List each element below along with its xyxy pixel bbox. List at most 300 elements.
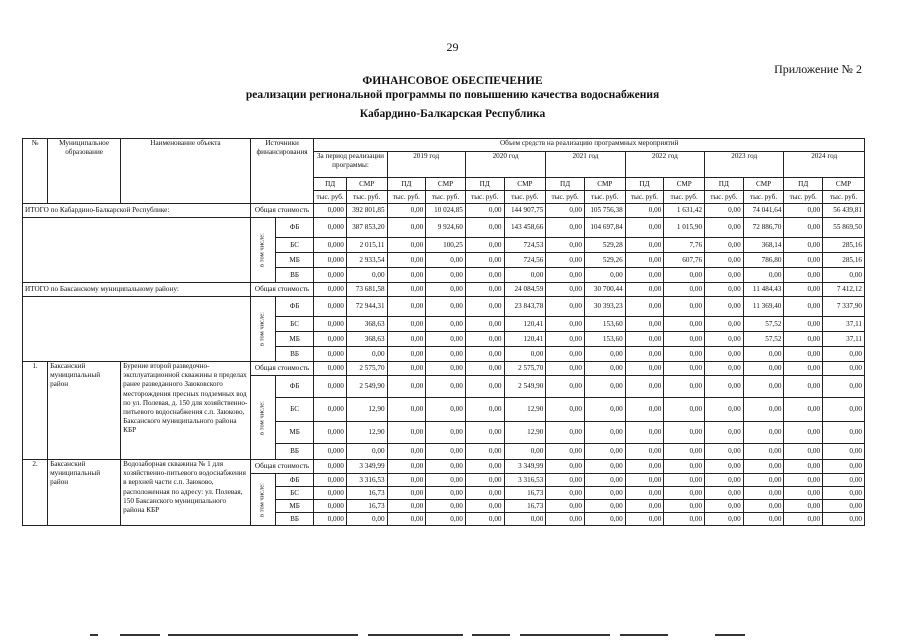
- value-cell: 0,00: [823, 487, 865, 500]
- value-cell: 30 700,44: [584, 283, 625, 297]
- value-cell: 0,00: [465, 297, 504, 317]
- value-cell: 0,00: [426, 297, 466, 317]
- header-unit: тыс. руб.: [664, 191, 705, 204]
- value-cell: 0,00: [465, 474, 504, 487]
- value-cell: 0,00: [584, 460, 625, 474]
- table-header: [23, 139, 865, 204]
- header-unit: тыс. руб.: [346, 191, 387, 204]
- header-volume: Объем средств на реализацию программных мероприятий: [314, 139, 865, 152]
- value-cell: 0,00: [625, 362, 664, 376]
- value-cell: 0,00: [784, 487, 823, 500]
- value-cell: 0,00: [784, 317, 823, 332]
- value-cell: 0,00: [784, 460, 823, 474]
- value-cell: 0,00: [465, 253, 504, 268]
- value-cell: 0,00: [426, 317, 466, 332]
- value-cell: 0,00: [784, 283, 823, 297]
- value-cell: 57,52: [743, 317, 784, 332]
- value-cell: 392 801,85: [346, 204, 387, 218]
- value-cell: 0,00: [705, 204, 744, 218]
- value-cell: 16,73: [346, 487, 387, 500]
- value-cell: 0,00: [705, 500, 744, 513]
- value-cell: 3 349,99: [504, 460, 546, 474]
- value-cell: 0,00: [465, 332, 504, 347]
- source-МБ: МБ: [275, 332, 314, 347]
- value-cell: 7 412,12: [823, 283, 865, 297]
- value-cell: 0,00: [504, 268, 546, 283]
- value-cell: 0,00: [705, 444, 744, 460]
- table-row: [23, 362, 865, 376]
- value-cell: 0,00: [664, 500, 705, 513]
- header-pd: ПД: [784, 178, 823, 191]
- value-cell: 0,00: [743, 460, 784, 474]
- page-number: 29: [446, 40, 459, 54]
- header-year-2023: 2023 год: [705, 152, 784, 178]
- value-cell: 0,00: [387, 398, 426, 422]
- value-cell: 7,76: [664, 238, 705, 253]
- value-cell: 0,00: [625, 474, 664, 487]
- value-cell: 786,80: [743, 253, 784, 268]
- value-cell: 0,00: [705, 422, 744, 444]
- source-БС: БС: [275, 487, 314, 500]
- value-cell: 0,00: [823, 268, 865, 283]
- header-unit: тыс. руб.: [625, 191, 664, 204]
- value-cell: 0,00: [823, 398, 865, 422]
- value-cell: 0,00: [784, 474, 823, 487]
- value-cell: 0,000: [314, 204, 346, 218]
- value-cell: 0,00: [546, 460, 585, 474]
- source-total: Общая стоимость: [250, 204, 314, 218]
- value-cell: 0,00: [664, 347, 705, 362]
- value-cell: 0,00: [465, 487, 504, 500]
- value-cell: 0,00: [743, 513, 784, 526]
- value-cell: 0,00: [743, 268, 784, 283]
- value-cell: 0,00: [625, 513, 664, 526]
- value-cell: 0,000: [314, 513, 346, 526]
- value-cell: 0,000: [314, 422, 346, 444]
- value-cell: 0,00: [784, 422, 823, 444]
- header-unit: тыс. руб.: [426, 191, 466, 204]
- value-cell: 0,00: [705, 347, 744, 362]
- value-cell: 11 484,43: [743, 283, 784, 297]
- value-cell: 0,00: [625, 204, 664, 218]
- value-cell: 0,00: [546, 283, 585, 297]
- value-cell: 0,00: [426, 460, 466, 474]
- value-cell: 0,00: [465, 268, 504, 283]
- value-cell: 0,00: [546, 398, 585, 422]
- value-cell: 0,00: [546, 444, 585, 460]
- value-cell: 0,00: [387, 487, 426, 500]
- value-cell: 143 458,66: [504, 218, 546, 238]
- value-cell: 10 024,85: [426, 204, 466, 218]
- value-cell: 0,00: [465, 398, 504, 422]
- value-cell: 0,000: [314, 487, 346, 500]
- value-cell: 0,00: [784, 238, 823, 253]
- value-cell: 0,00: [346, 513, 387, 526]
- header-year-2020: 2020 год: [465, 152, 545, 178]
- value-cell: 0,00: [387, 422, 426, 444]
- value-cell: 30 393,23: [584, 297, 625, 317]
- value-cell: 2 575,70: [504, 362, 546, 376]
- value-cell: 7 337,90: [823, 297, 865, 317]
- group-label: ИТОГО по Баксанскому муниципальному району:: [23, 283, 251, 297]
- value-cell: 105 756,38: [584, 204, 625, 218]
- header-smr: СМР: [504, 178, 546, 191]
- document-region: Кабардино-Балкарская Республика: [359, 108, 546, 120]
- header-smr: СМР: [426, 178, 466, 191]
- value-cell: 0,00: [625, 398, 664, 422]
- value-cell: 0,00: [784, 513, 823, 526]
- source-ВБ: ВБ: [275, 268, 314, 283]
- header-unit: тыс. руб.: [584, 191, 625, 204]
- value-cell: 529,26: [584, 253, 625, 268]
- object-municipality: Баксанский муниципальный район: [48, 362, 121, 460]
- value-cell: 0,00: [743, 347, 784, 362]
- source-ФБ: ФБ: [275, 297, 314, 317]
- table-row: [23, 218, 865, 238]
- value-cell: 37,11: [823, 332, 865, 347]
- header-unit: тыс. руб.: [705, 191, 744, 204]
- value-cell: 0,00: [584, 376, 625, 398]
- incl-label: в том числе:: [250, 218, 275, 283]
- value-cell: 12,90: [504, 422, 546, 444]
- value-cell: 0,00: [625, 376, 664, 398]
- value-cell: 0,00: [664, 297, 705, 317]
- value-cell: 0,000: [314, 444, 346, 460]
- value-cell: 0,00: [705, 297, 744, 317]
- value-cell: 0,00: [784, 297, 823, 317]
- value-cell: 0,00: [705, 376, 744, 398]
- value-cell: 0,00: [546, 268, 585, 283]
- value-cell: 0,00: [705, 460, 744, 474]
- value-cell: 0,00: [465, 422, 504, 444]
- header-period-total: За период реализации программы:: [314, 152, 387, 178]
- value-cell: 0,00: [387, 444, 426, 460]
- value-cell: 11 369,40: [743, 297, 784, 317]
- value-cell: 0,00: [546, 253, 585, 268]
- value-cell: 0,00: [465, 317, 504, 332]
- value-cell: 0,00: [584, 500, 625, 513]
- value-cell: 0,00: [784, 398, 823, 422]
- value-cell: 0,00: [823, 362, 865, 376]
- value-cell: 0,00: [705, 268, 744, 283]
- value-cell: 1 015,90: [664, 218, 705, 238]
- value-cell: 0,00: [584, 398, 625, 422]
- object-name: Бурение второй разведочно-эксплуатационной скважины в пределах ранее разведанного Заюковского месторождения пресных подземных вод по ул. Полевая, д. 150 для хозяйственно-питьевого водоснабжения с.п. Заюково, Баксанского муниципального района КБР: [121, 362, 251, 460]
- value-cell: 0,00: [546, 487, 585, 500]
- value-cell: 0,00: [387, 500, 426, 513]
- financing-table: [22, 138, 865, 526]
- value-cell: 0,00: [823, 444, 865, 460]
- value-cell: 0,00: [465, 238, 504, 253]
- value-cell: 73 681,58: [346, 283, 387, 297]
- value-cell: 0,00: [625, 347, 664, 362]
- header-unit: тыс. руб.: [387, 191, 426, 204]
- source-ФБ: ФБ: [275, 474, 314, 487]
- value-cell: 0,00: [387, 317, 426, 332]
- value-cell: 0,00: [346, 268, 387, 283]
- value-cell: 0,00: [546, 204, 585, 218]
- value-cell: 72 944,31: [346, 297, 387, 317]
- value-cell: 0,00: [426, 332, 466, 347]
- header-unit: тыс. руб.: [465, 191, 504, 204]
- header-pd: ПД: [387, 178, 426, 191]
- value-cell: 0,00: [625, 238, 664, 253]
- source-total: Общая стоимость: [250, 283, 314, 297]
- value-cell: 0,00: [664, 376, 705, 398]
- value-cell: 0,00: [465, 513, 504, 526]
- value-cell: 0,00: [743, 376, 784, 398]
- value-cell: 0,00: [823, 474, 865, 487]
- value-cell: 0,000: [314, 376, 346, 398]
- value-cell: 2 575,70: [346, 362, 387, 376]
- value-cell: 0,00: [546, 332, 585, 347]
- value-cell: 0,00: [584, 422, 625, 444]
- header-unit: тыс. руб.: [784, 191, 823, 204]
- value-cell: 0,00: [426, 487, 466, 500]
- source-МБ: МБ: [275, 253, 314, 268]
- value-cell: 0,00: [705, 332, 744, 347]
- value-cell: 0,00: [823, 460, 865, 474]
- value-cell: 0,00: [705, 238, 744, 253]
- value-cell: 23 843,78: [504, 297, 546, 317]
- value-cell: 104 697,84: [584, 218, 625, 238]
- value-cell: 0,00: [664, 474, 705, 487]
- value-cell: 0,00: [387, 347, 426, 362]
- source-ФБ: ФБ: [275, 376, 314, 398]
- value-cell: 0,00: [625, 218, 664, 238]
- value-cell: 0,00: [426, 347, 466, 362]
- value-cell: 3 349,99: [346, 460, 387, 474]
- value-cell: 0,00: [546, 422, 585, 444]
- value-cell: 2 549,90: [346, 376, 387, 398]
- value-cell: 0,00: [465, 376, 504, 398]
- value-cell: 0,00: [743, 474, 784, 487]
- value-cell: 16,73: [346, 500, 387, 513]
- value-cell: 72 886,70: [743, 218, 784, 238]
- value-cell: 0,00: [584, 347, 625, 362]
- value-cell: 0,00: [426, 362, 466, 376]
- header-smr: СМР: [346, 178, 387, 191]
- scan-edge-marks: [90, 634, 790, 636]
- value-cell: 0,00: [625, 460, 664, 474]
- source-ВБ: ВБ: [275, 347, 314, 362]
- value-cell: 0,00: [705, 487, 744, 500]
- value-cell: 0,00: [664, 487, 705, 500]
- value-cell: 0,00: [504, 513, 546, 526]
- header-smr: СМР: [584, 178, 625, 191]
- value-cell: 724,53: [504, 238, 546, 253]
- value-cell: 0,000: [314, 474, 346, 487]
- table-row: [23, 283, 865, 297]
- incl-label: в том числе:: [250, 474, 275, 526]
- value-cell: 0,00: [584, 474, 625, 487]
- source-total: Общая стоимость: [250, 460, 314, 474]
- value-cell: 0,00: [784, 362, 823, 376]
- header-smr: СМР: [823, 178, 865, 191]
- value-cell: 0,00: [784, 253, 823, 268]
- value-cell: 0,00: [465, 283, 504, 297]
- value-cell: 0,00: [664, 332, 705, 347]
- value-cell: 0,00: [504, 444, 546, 460]
- value-cell: 0,00: [584, 268, 625, 283]
- value-cell: 0,00: [546, 218, 585, 238]
- value-cell: 0,00: [426, 500, 466, 513]
- value-cell: 0,000: [314, 332, 346, 347]
- incl-label: в том числе:: [250, 297, 275, 362]
- value-cell: 0,00: [426, 398, 466, 422]
- header-smr: СМР: [743, 178, 784, 191]
- header-year-2022: 2022 год: [625, 152, 704, 178]
- value-cell: 0,00: [625, 268, 664, 283]
- header-pd: ПД: [546, 178, 585, 191]
- value-cell: 0,00: [584, 444, 625, 460]
- value-cell: 2 933,54: [346, 253, 387, 268]
- value-cell: 0,00: [784, 332, 823, 347]
- value-cell: 0,00: [387, 218, 426, 238]
- value-cell: 0,00: [664, 268, 705, 283]
- value-cell: 12,90: [504, 398, 546, 422]
- value-cell: 0,00: [823, 422, 865, 444]
- value-cell: 0,00: [584, 362, 625, 376]
- value-cell: 0,00: [625, 297, 664, 317]
- value-cell: 0,00: [426, 513, 466, 526]
- value-cell: 0,00: [546, 317, 585, 332]
- value-cell: 0,00: [705, 362, 744, 376]
- value-cell: 153,60: [584, 332, 625, 347]
- header-unit: тыс. руб.: [546, 191, 585, 204]
- value-cell: 285,16: [823, 253, 865, 268]
- value-cell: 0,00: [465, 218, 504, 238]
- value-cell: 57,52: [743, 332, 784, 347]
- header-unit: тыс. руб.: [314, 191, 346, 204]
- object-name: Водозаборная скважина № 1 для хозяйственно-питьевого водоснабжения в верхней части с.п. Заюково, расположенная по адресу: ул. Полевая, 150 Баксанского муниципального района КБР: [121, 460, 251, 526]
- value-cell: 0,00: [625, 317, 664, 332]
- value-cell: 0,00: [664, 422, 705, 444]
- value-cell: 0,00: [546, 474, 585, 487]
- value-cell: 0,00: [504, 347, 546, 362]
- group-label: ИТОГО по Кабардино-Балкарской Республике:: [23, 204, 251, 218]
- value-cell: 0,00: [426, 474, 466, 487]
- value-cell: 0,00: [546, 347, 585, 362]
- value-cell: 0,00: [784, 500, 823, 513]
- value-cell: 0,00: [705, 218, 744, 238]
- value-cell: 368,14: [743, 238, 784, 253]
- value-cell: 0,00: [465, 444, 504, 460]
- value-cell: 0,00: [346, 347, 387, 362]
- value-cell: 56 439,81: [823, 204, 865, 218]
- source-МБ: МБ: [275, 422, 314, 444]
- value-cell: 0,00: [387, 283, 426, 297]
- value-cell: 120,41: [504, 317, 546, 332]
- value-cell: 0,00: [546, 238, 585, 253]
- value-cell: 0,00: [784, 376, 823, 398]
- value-cell: 120,41: [504, 332, 546, 347]
- header-unit: тыс. руб.: [743, 191, 784, 204]
- value-cell: 0,00: [465, 500, 504, 513]
- value-cell: 0,000: [314, 253, 346, 268]
- value-cell: 0,00: [346, 444, 387, 460]
- value-cell: 368,63: [346, 332, 387, 347]
- value-cell: 368,63: [346, 317, 387, 332]
- value-cell: 529,28: [584, 238, 625, 253]
- table-row: [23, 297, 865, 317]
- value-cell: 0,00: [426, 253, 466, 268]
- source-БС: БС: [275, 317, 314, 332]
- value-cell: 55 869,50: [823, 218, 865, 238]
- value-cell: 0,000: [314, 398, 346, 422]
- source-ФБ: ФБ: [275, 218, 314, 238]
- header-municipality: Муниципальное образование: [48, 139, 121, 204]
- source-БС: БС: [275, 398, 314, 422]
- value-cell: 0,00: [705, 317, 744, 332]
- value-cell: 0,00: [625, 487, 664, 500]
- appendix-label: Приложение № 2: [774, 62, 862, 76]
- value-cell: 0,00: [625, 444, 664, 460]
- header-smr: СМР: [664, 178, 705, 191]
- source-total: Общая стоимость: [250, 362, 314, 376]
- value-cell: 1 631,42: [664, 204, 705, 218]
- value-cell: 0,00: [625, 332, 664, 347]
- value-cell: 0,00: [426, 422, 466, 444]
- value-cell: 0,00: [625, 422, 664, 444]
- value-cell: 0,00: [387, 297, 426, 317]
- document-subtitle: реализации региональной программы по повышению качества водоснабжения: [245, 89, 660, 101]
- value-cell: 0,00: [387, 332, 426, 347]
- header-year-2024: 2024 год: [784, 152, 865, 178]
- value-cell: 0,00: [664, 362, 705, 376]
- value-cell: 0,000: [314, 238, 346, 253]
- value-cell: 285,16: [823, 238, 865, 253]
- source-МБ: МБ: [275, 500, 314, 513]
- header-unit: тыс. руб.: [823, 191, 865, 204]
- value-cell: 0,00: [625, 283, 664, 297]
- value-cell: 0,00: [465, 347, 504, 362]
- value-cell: 0,00: [387, 238, 426, 253]
- header-year-2019: 2019 год: [387, 152, 465, 178]
- header-sources: Источники финансирования: [250, 139, 314, 204]
- value-cell: 0,00: [387, 474, 426, 487]
- value-cell: 0,00: [664, 460, 705, 474]
- header-object: Наименование объекта: [121, 139, 251, 204]
- value-cell: 0,00: [546, 513, 585, 526]
- header-year-2021: 2021 год: [546, 152, 625, 178]
- value-cell: 0,000: [314, 500, 346, 513]
- value-cell: 153,60: [584, 317, 625, 332]
- value-cell: 0,000: [314, 283, 346, 297]
- value-cell: 0,00: [584, 513, 625, 526]
- value-cell: 16,73: [504, 500, 546, 513]
- value-cell: 0,00: [387, 460, 426, 474]
- value-cell: 0,00: [743, 398, 784, 422]
- value-cell: 0,00: [664, 317, 705, 332]
- blank-cell: [23, 297, 251, 362]
- value-cell: 0,00: [823, 347, 865, 362]
- value-cell: 0,000: [314, 297, 346, 317]
- value-cell: 0,00: [664, 444, 705, 460]
- value-cell: 37,11: [823, 317, 865, 332]
- value-cell: 0,00: [426, 268, 466, 283]
- value-cell: 0,000: [314, 362, 346, 376]
- value-cell: 0,00: [387, 268, 426, 283]
- object-number: 2.: [23, 460, 48, 526]
- header-unit: тыс. руб.: [504, 191, 546, 204]
- value-cell: 607,76: [664, 253, 705, 268]
- value-cell: 100,25: [426, 238, 466, 253]
- value-cell: 0,00: [546, 500, 585, 513]
- value-cell: 0,00: [625, 500, 664, 513]
- value-cell: 0,00: [705, 513, 744, 526]
- value-cell: 0,00: [743, 444, 784, 460]
